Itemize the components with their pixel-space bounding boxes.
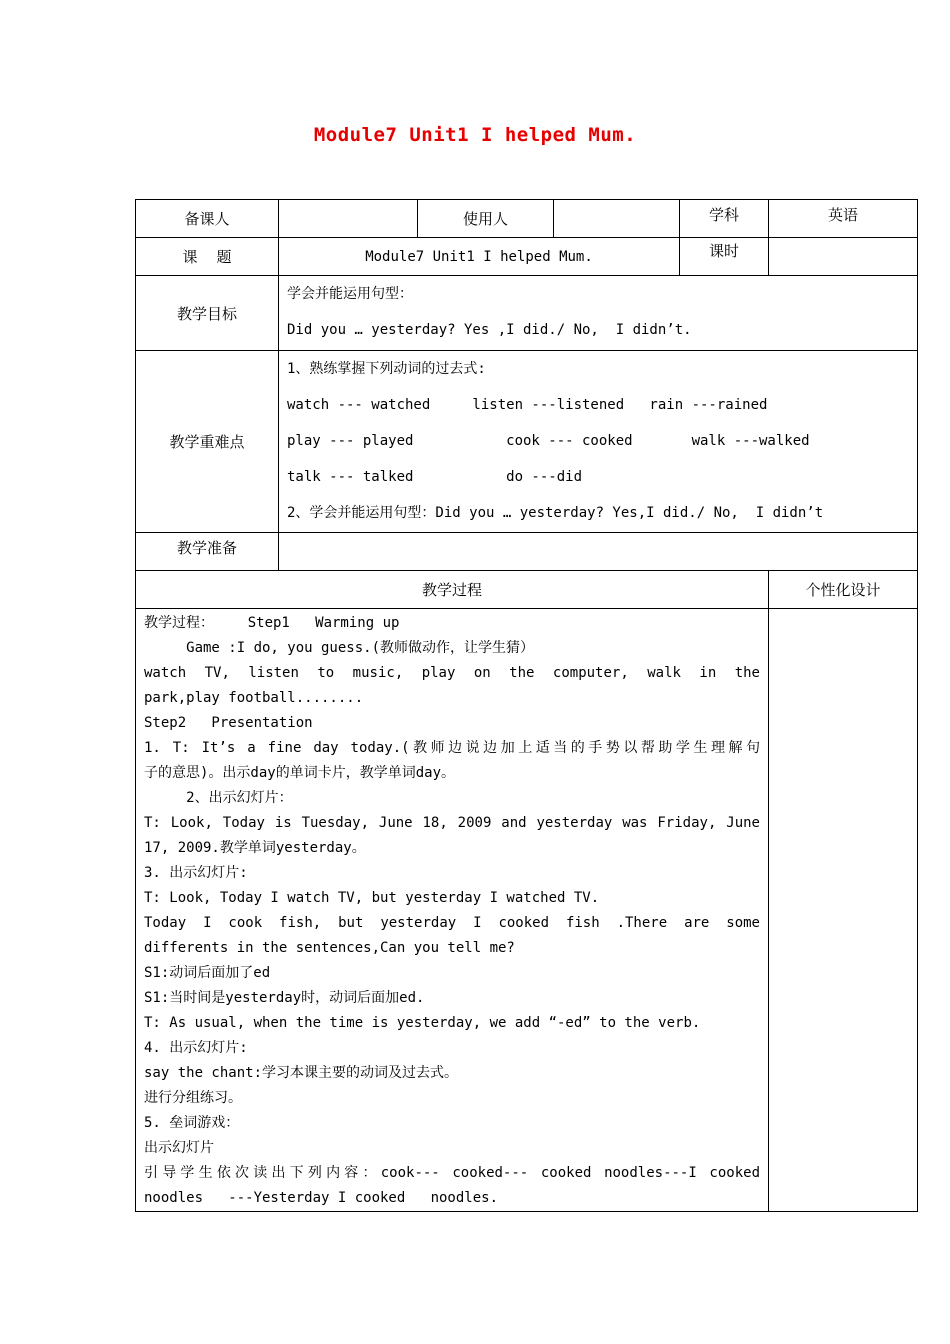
header-row [136,200,918,238]
process-line: T: Look, Today I watch TV, but yesterday I watched TV. [144,890,600,906]
process-line: S1:动词后面加了ed [144,965,271,981]
preparer-label: 备课人 [136,200,279,238]
goals-label: 教学目标 [136,276,279,351]
process-label: 教学过程 [136,571,769,609]
process-line: watch TV, listen to music, play on the computer, walk in the [144,665,760,681]
topic-value: Module7 Unit1 I helped Mum. [279,238,680,276]
goals-line: 学会并能运用句型： [287,286,413,302]
process-line: 3. 出示幻灯片: [144,865,248,881]
key-points-line: play --- played cook --- cooked walk ---walked [287,433,810,449]
key-points-line: 1、熟练掌握下列动词的过去式: [287,361,486,377]
preparer-value [279,200,418,238]
process-line: 4. 出示幻灯片: [144,1040,248,1056]
process-line: 子的意思)。出示day的单词卡片，教学单词day。 [144,765,455,781]
preparation-value [279,533,918,571]
process-line: 进行分组练习。 [144,1090,242,1106]
user-label: 使用人 [418,200,554,238]
process-line: Game :I do, you guess.(教师做动作，让学生猜） [144,640,535,656]
process-line: 2、出示幻灯片： [144,790,293,806]
user-value [554,200,680,238]
key-points-line: watch --- watched listen ---listened rain ---rained [287,397,768,413]
topic-row [136,238,918,276]
lesson-plan-table [135,199,918,1212]
process-content [136,609,769,1212]
goals-row [136,276,918,351]
process-line: T: As usual, when the time is yesterday, we add “-ed” to the verb. [144,1015,701,1031]
period-value [769,238,918,276]
process-line: noodles ---Yesterday I cooked noodles. [144,1190,499,1206]
page-title: Module7 Unit1 I helped Mum. [313,124,637,146]
process-line: 1. T: It’s a fine day today.(教师边说边加上适当的手势以帮助学生理解句 [144,740,760,756]
key-points-row [136,351,918,533]
key-points-content [279,351,918,533]
process-line: park,play football........ [144,690,364,706]
key-points-line: talk --- talked do ---did [287,469,583,485]
subject-value: 英语 [769,200,918,238]
topic-label: 课 题 [136,238,279,276]
key-points-label: 教学重难点 [136,351,279,533]
subject-label: 学科 [680,200,769,238]
process-line: T: Look, Today is Tuesday, June 18, 2009 and yesterday was Friday, June [144,815,760,831]
process-line: Step2 Presentation [144,715,313,731]
personal-design-content [769,609,918,1212]
period-label: 课时 [680,238,769,276]
preparation-row [136,533,918,571]
process-line: 5. 垒词游戏： [144,1115,240,1131]
personal-design-label: 个性化设计 [769,571,918,609]
process-line: say the chant:学习本课主要的动词及过去式。 [144,1065,459,1081]
process-line: S1:当时间是yesterday时，动词后面加ed. [144,990,425,1006]
goals-line: Did you … yesterday? Yes ,I did./ No, I didn’t. [287,322,692,338]
goals-content [279,276,918,351]
process-line: 出示幻灯片 [144,1140,214,1156]
process-line: 17, 2009.教学单词yesterday。 [144,840,366,856]
process-line: Today I cook fish, but yesterday I cooked fish .There are some [144,915,760,931]
process-line: 教学过程： Step1 Warming up [144,615,400,631]
process-line: 引导学生依次读出下列内容：cook--- cooked--- cooked noodles---I cooked [144,1165,760,1181]
process-line: differents in the sentences,Can you tell me? [144,940,515,956]
process-header-row [136,571,918,609]
key-points-line: 2、学会并能运用句型：Did you … yesterday? Yes,I did./ No, I didn’t [287,505,824,521]
process-row [136,609,918,1212]
preparation-label: 教学准备 [136,533,279,571]
